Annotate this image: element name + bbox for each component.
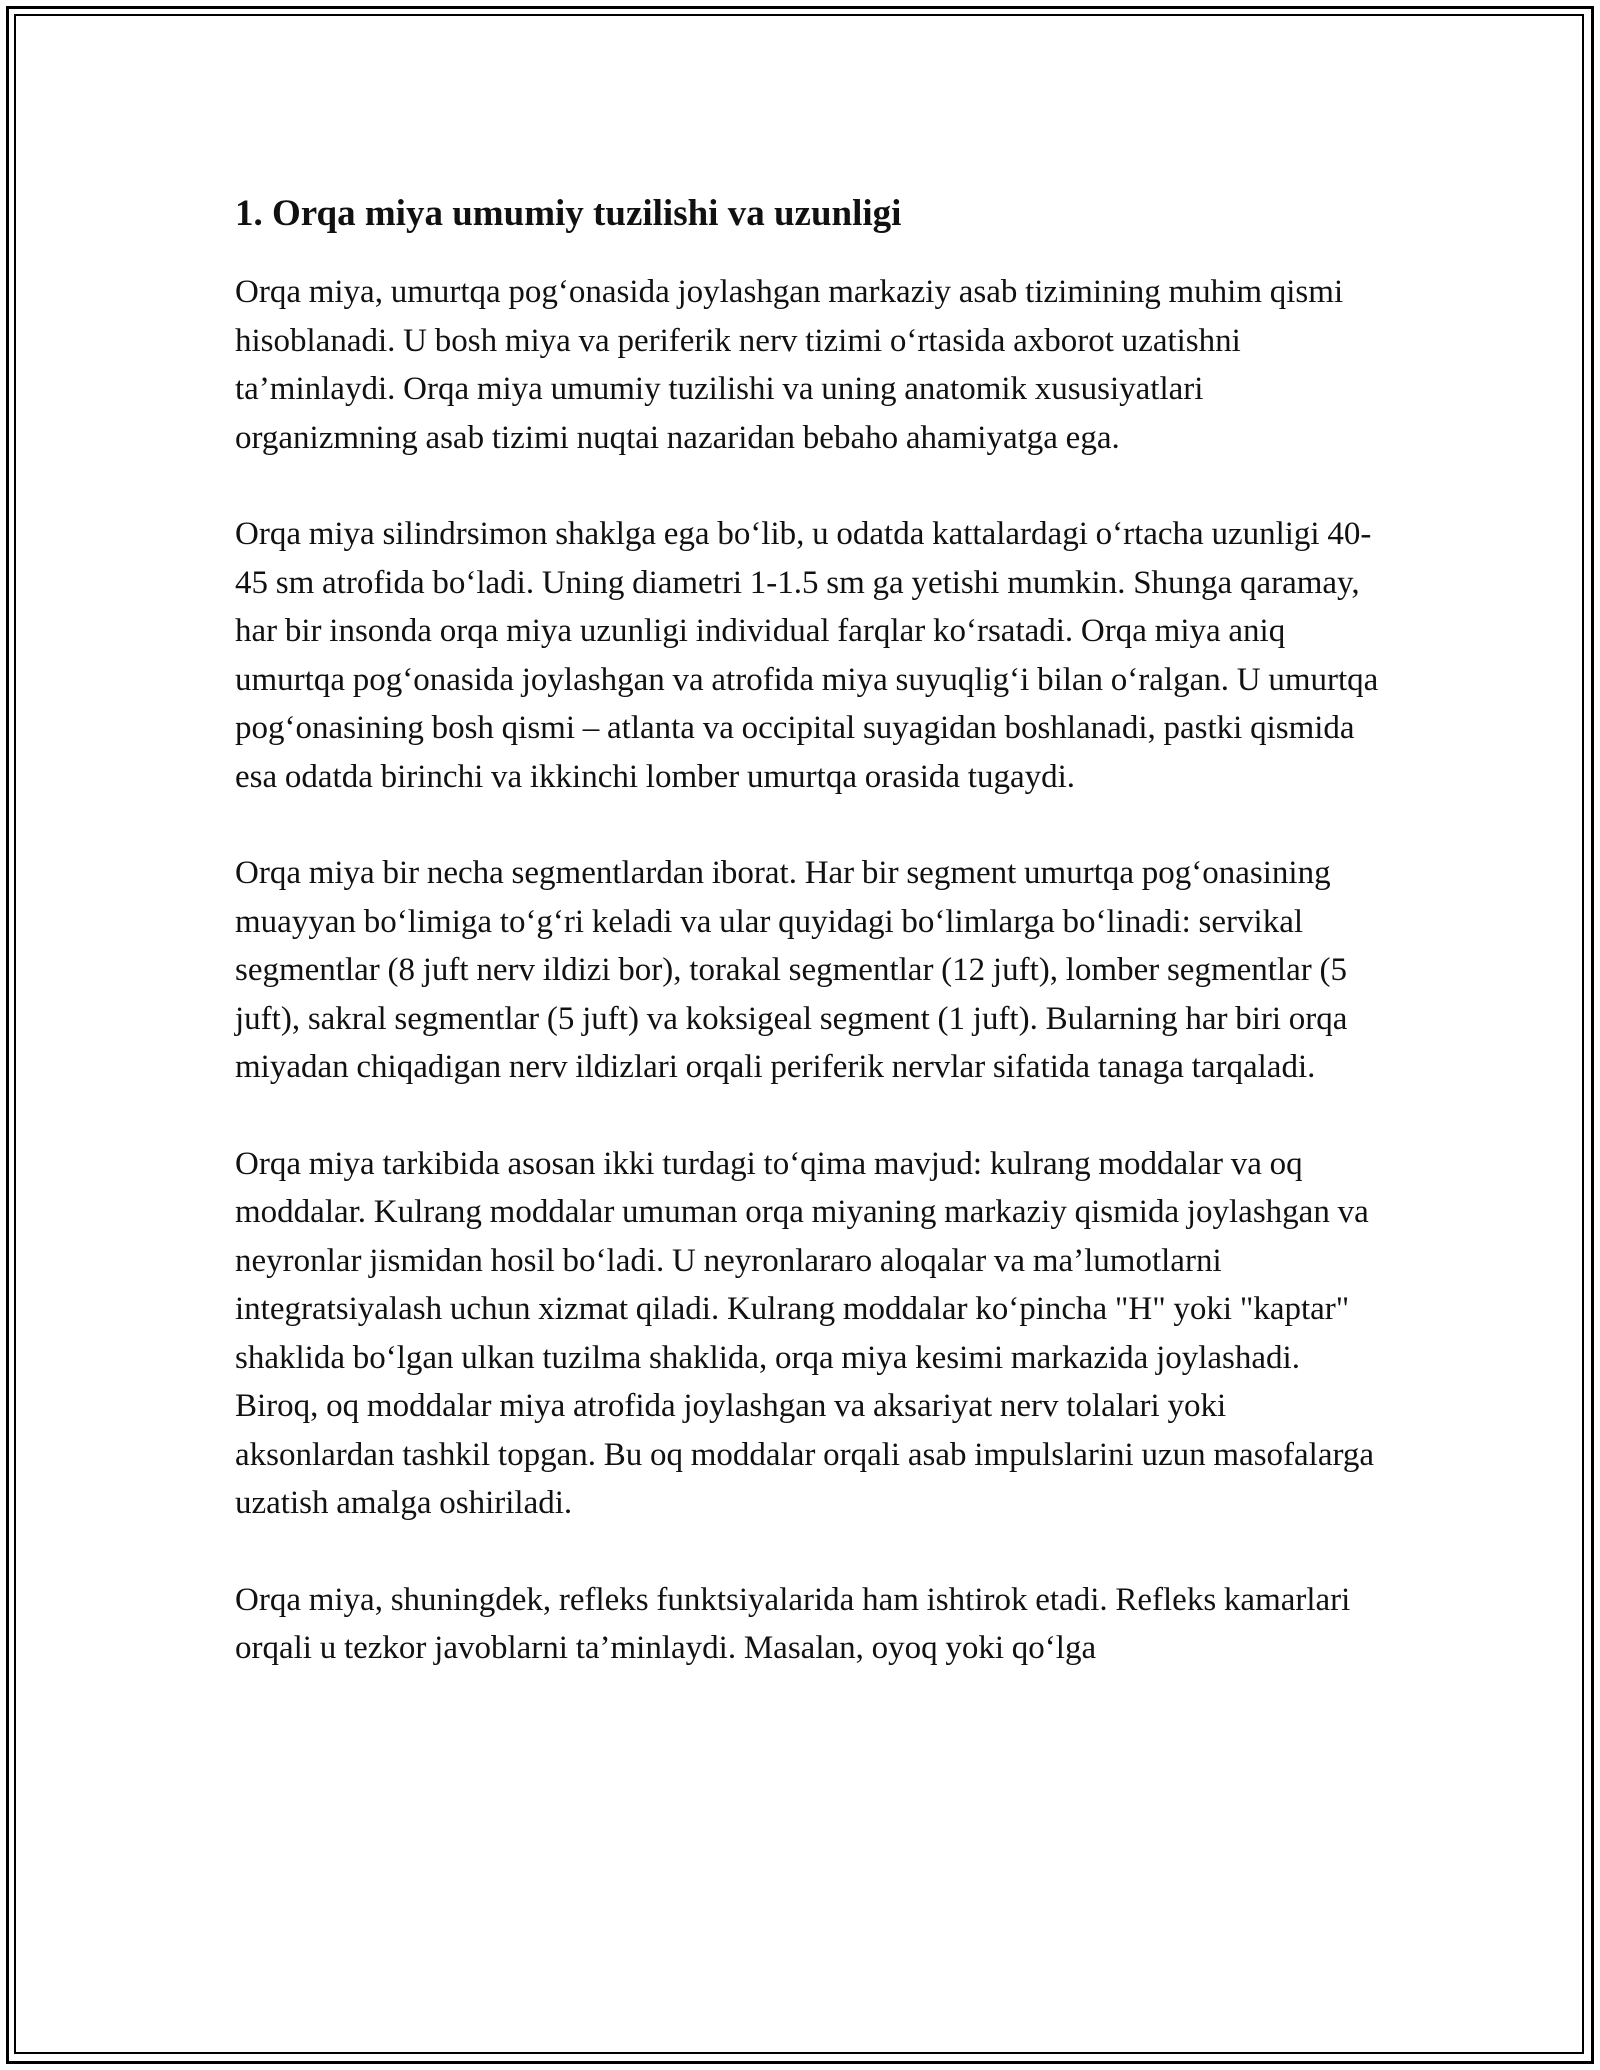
document-body [235, 182, 1385, 1673]
paragraph-shape-length: Orqa miya silindrsimon shaklga ega bo‘lib, u odatda kattalardagi o‘rtacha uzunligi 40-45 sm atrofida bo‘ladi. Uning diametri 1-1.5 sm ga yetishi mumkin. Shunga qaramay, har bir insonda orqa miya uzunligi individual farqlar ko‘rsatadi. Orqa miya aniq umurtqa pog‘onasida joylashgan va atrofida miya suyuqlig‘i bilan o‘ralgan. U umurtqa pog‘onasining bosh qismi – atlanta va occipital suyagidan boshlanadi, pastki qismida esa odatda birinchi va ikkinchi lomber umurtqa orasida tugaydi. [235, 516, 1379, 795]
paragraph-intro: Orqa miya, umurtqa pog‘onasida joylashgan markaziy asab tizimining muhim qismi hisoblanadi. U bosh miya va periferik nerv tizimi o‘rtasida axborot uzatishni ta’minlaydi. Orqa miya umumiy tuzilishi va uning anatomik xususiyatlari organizmning asab tizimi nuqtai nazaridan bebaho ahamiyatga ega. [235, 274, 1344, 456]
paragraph-segments: Orqa miya bir necha segmentlardan iborat. Har bir segment umurtqa pog‘onasining muayyan bo‘limiga to‘g‘ri keladi va ular quyidagi bo‘limlarga bo‘linadi: servikal segmentlar (8 juft nerv ildizi bor), torakal segmentlar (12 juft), lomber segmentlar (5 juft), sakral segmentlar (5 juft) va koksigeal segment (1 juft). Bularning har biri orqa miyadan chiqadigan nerv ildizlari orqali periferik nervlar sifatida tanaga tarqaladi. [235, 855, 1348, 1085]
section-heading: 1. Orqa miya umumiy tuzilishi va uzunligi [235, 193, 902, 234]
paragraph-matter: Orqa miya tarkibida asosan ikki turdagi to‘qima mavjud: kulrang moddalar va oq moddalar. Kulrang moddalar umuman orqa miyaning markaziy qismida joylashgan va neyronlar jismidan hosil bo‘ladi. U neyronlararo aloqalar va ma’lumotlarni integratsiyalash uchun xizmat qiladi. Kulrang moddalar ko‘pincha "H" yoki "kaptar" shaklida bo‘lgan ulkan tuzilma shaklida, orqa miya kesimi markazida joylashadi. Biroq, oq moddalar miya atrofida joylashgan va aksariyat nerv tolalari yoki aksonlardan tashkil topgan. Bu oq moddalar orqali asab impulslarini uzun masofalarga uzatish amalga oshiriladi. [235, 1145, 1375, 1521]
paragraph-reflex: Orqa miya, shuningdek, refleks funktsiyalarida ham ishtirok etadi. Refleks kamarlari orqali u tezkor javoblarni ta’minlaydi. Masalan, oyoq yoki qo‘lga [235, 1581, 1351, 1666]
